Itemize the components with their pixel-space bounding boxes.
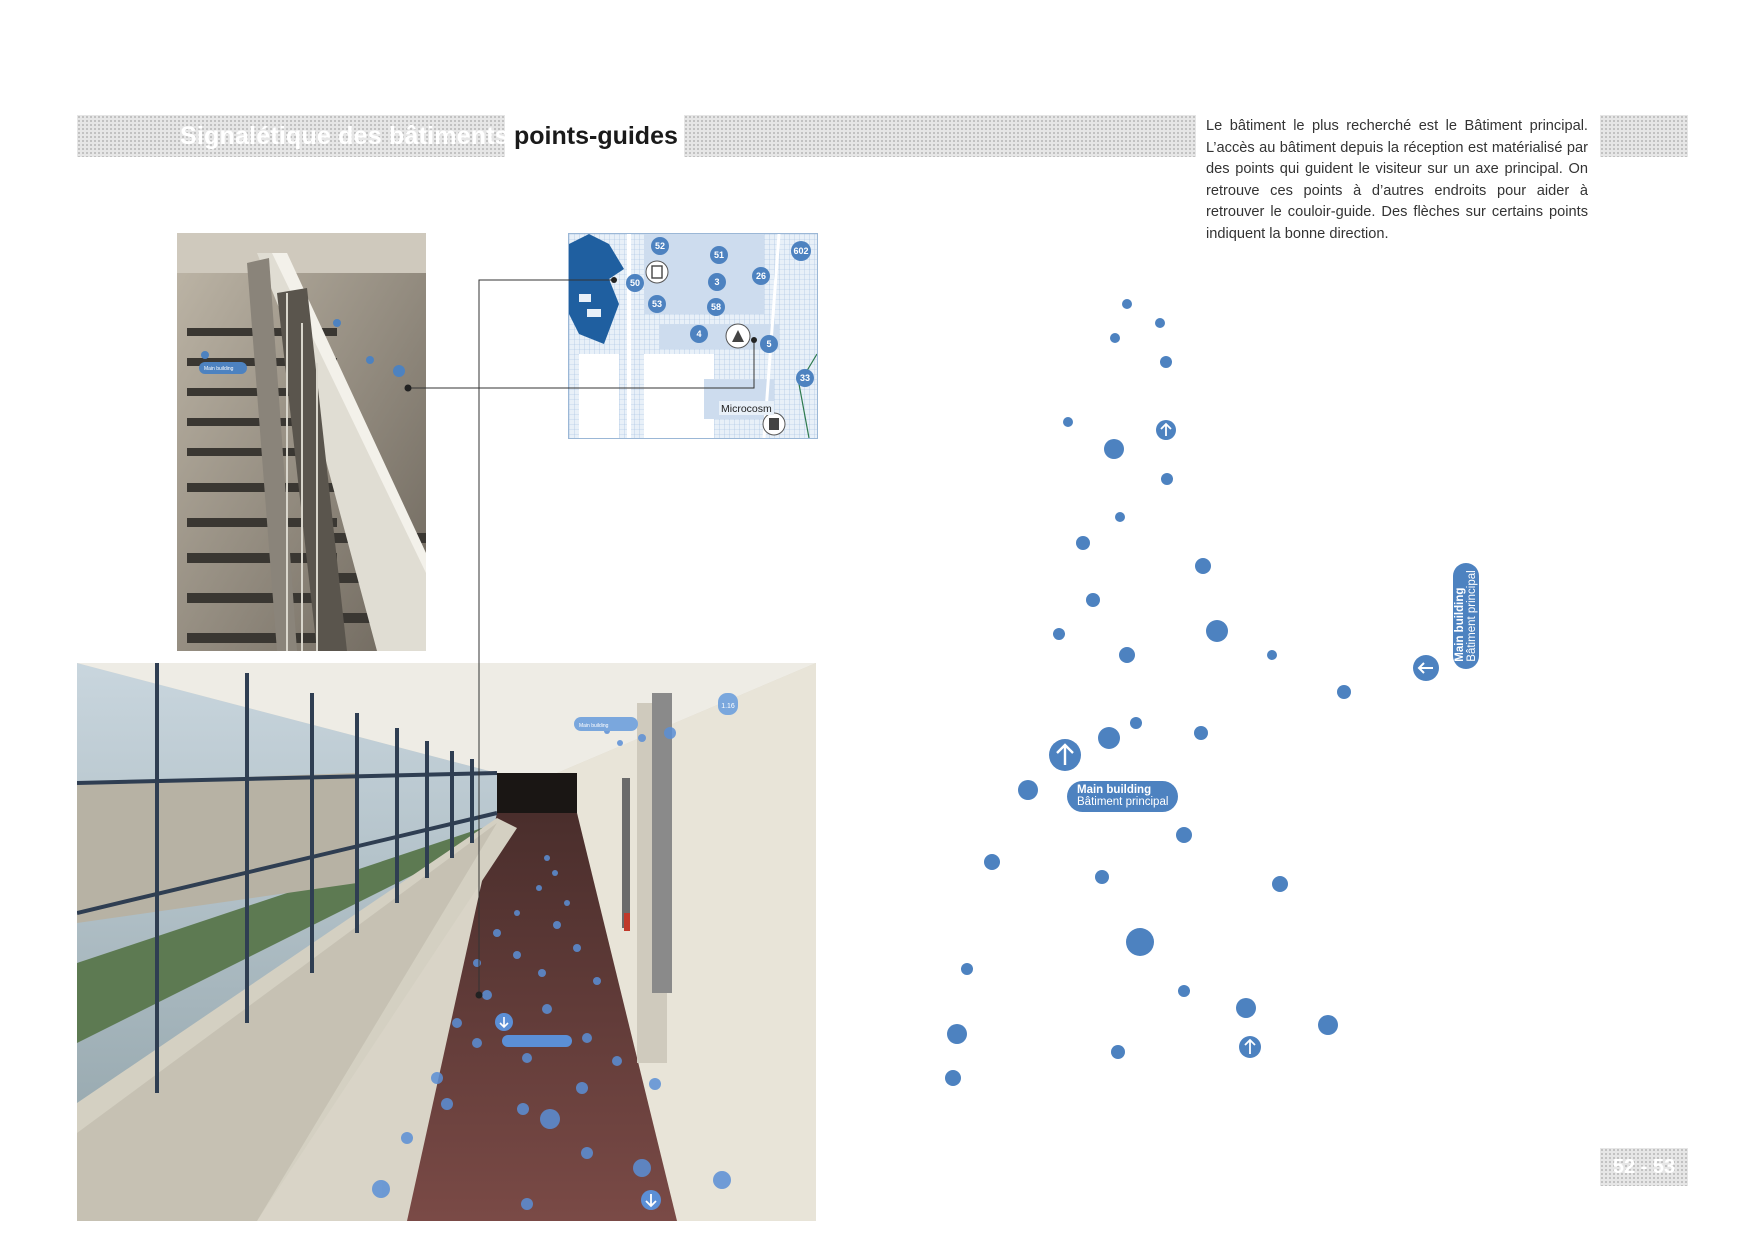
map-badge: 58 [710,302,722,312]
main-building-label-fr: Bâtiment principal [1077,796,1169,808]
page-number: 52 - 53 [1612,1156,1676,1178]
map-badge: 52 [654,241,666,251]
map-badge: 33 [799,373,811,383]
arrow-up-icon [1239,1036,1261,1058]
intro-paragraph: Le bâtiment le plus recherché est le Bâtiment principal. L’accès au bâtiment depuis la réception est matérialisé par des points qui guident le visiteur sur un axe principal. On retrouve ces points à d’autres endroits pour aider à retrouver le couloir-guide. Des flèches sur certains points indiquent la bonne direction. [1206,118,1588,242]
map-badge: 5 [766,339,772,349]
stairwell-photo [177,233,426,651]
campus-map [568,233,818,439]
map-illustration [569,234,817,438]
vertical-label-fr: Bâtiment principal [1466,570,1478,662]
vertical-label-en: Main building [1454,587,1466,662]
guide-dots [945,299,1351,1086]
corridor-room-number: 1.16 [721,703,735,710]
map-badge: 3 [714,277,720,287]
main-building-label-en: Main building [1077,784,1152,796]
section-title: Signalétique des bâtiments [180,122,509,150]
map-badge: 51 [713,250,725,260]
main-building-label [1067,781,1178,812]
map-badge: 26 [755,271,767,281]
stairwell-illustration [177,233,426,651]
header-bar-right [1600,115,1688,157]
stair-sign-text: Main building [204,366,234,372]
map-badge: 53 [651,299,663,309]
corridor-photo [77,663,816,1221]
header-bar-middle [684,115,1196,157]
map-label-microcosm: Microcosm [721,403,772,415]
arrow-up-icon [1049,739,1081,771]
arrow-left-icon [1413,655,1439,681]
map-badge: 4 [696,329,702,339]
topic-title: points-guides [514,122,678,150]
vertical-building-label [1453,563,1479,669]
corridor-illustration [77,663,816,1221]
map-badge: 50 [629,278,641,288]
corridor-sign-text: Main building [579,723,609,729]
map-badge: 602 [793,246,809,256]
arrow-up-icon [1156,420,1176,440]
